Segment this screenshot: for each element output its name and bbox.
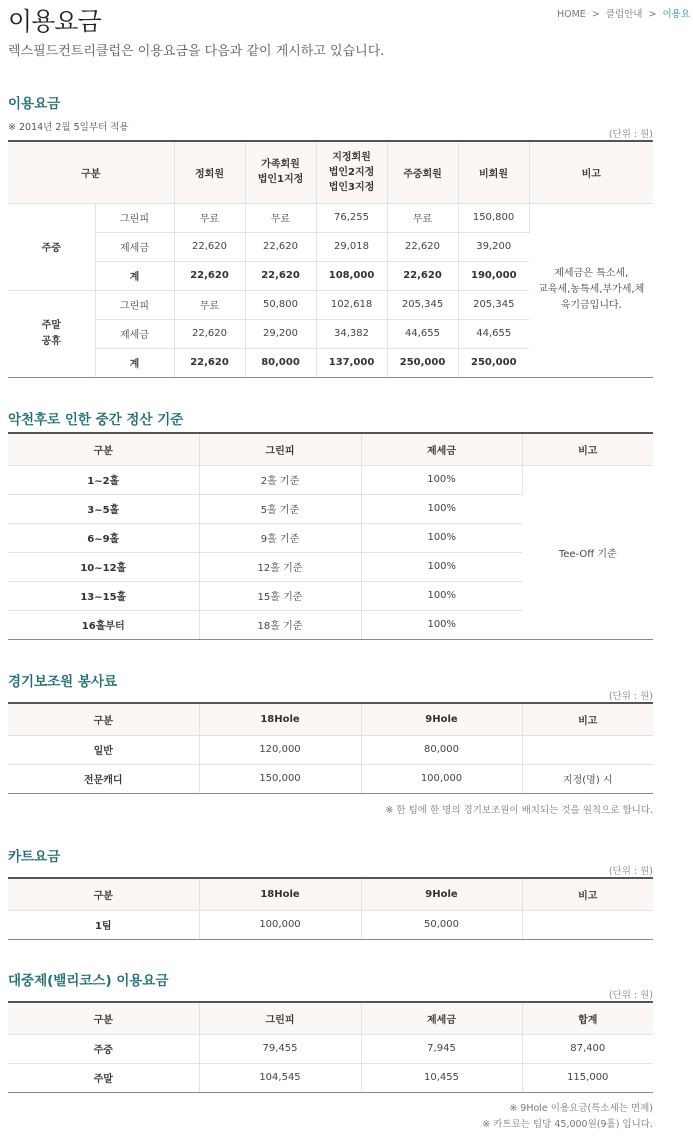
section-title-fees: 이용요금 bbox=[8, 96, 61, 112]
fees-cell: 102,618 bbox=[316, 290, 387, 319]
section-title-public: 대중제(밸리코스) 이용요금 bbox=[8, 973, 169, 989]
rain-header-tax: 제세금 bbox=[361, 433, 522, 465]
fees-cell: 22,620 bbox=[387, 232, 458, 261]
rain-basis: 18홀 기준 bbox=[199, 610, 361, 639]
fees-group-label: 주말 공휴 bbox=[8, 290, 95, 377]
caddie-table bbox=[8, 702, 653, 794]
fees-cell: 34,382 bbox=[316, 319, 387, 348]
cart-team: 1팀 bbox=[8, 910, 199, 939]
rain-basis: 12홀 기준 bbox=[199, 552, 361, 581]
rain-header-greenfee: 그린피 bbox=[199, 433, 361, 465]
caddie-18hole: 150,000 bbox=[199, 764, 361, 793]
breadcrumb-current[interactable]: 이용요 bbox=[662, 9, 690, 20]
rain-tax: 100% bbox=[361, 581, 522, 610]
fees-header-nonmember: 비회원 bbox=[458, 141, 529, 203]
rain-holes: 16홀부터 bbox=[8, 610, 199, 639]
rain-basis: 5홀 기준 bbox=[199, 494, 361, 523]
public-header-category: 구분 bbox=[8, 1002, 199, 1034]
fees-unit-label: (단위 : 원) bbox=[608, 129, 653, 140]
breadcrumb-club-info-link[interactable]: 클럽안내 bbox=[605, 9, 643, 20]
rain-header-category: 구분 bbox=[8, 433, 199, 465]
fees-cell: 22,620 bbox=[174, 261, 245, 290]
caddie-9hole: 100,000 bbox=[361, 764, 522, 793]
fees-effective-note: ※ 2014년 2월 5일부터 적용 bbox=[8, 122, 129, 133]
caddie-header-remark: 비고 bbox=[522, 703, 653, 735]
breadcrumb bbox=[554, 6, 693, 20]
public-day: 주말 bbox=[8, 1063, 199, 1092]
public-table bbox=[8, 1001, 653, 1093]
fees-group-label: 주중 bbox=[8, 203, 95, 290]
cart-18hole: 100,000 bbox=[199, 910, 361, 939]
cart-remark bbox=[522, 910, 653, 939]
rain-tax: 100% bbox=[361, 552, 522, 581]
page-title: 이용요금 bbox=[8, 7, 101, 36]
rain-tax: 100% bbox=[361, 610, 522, 639]
rain-tax: 100% bbox=[361, 494, 522, 523]
caddie-9hole: 80,000 bbox=[361, 735, 522, 764]
public-greenfee: 79,455 bbox=[199, 1034, 361, 1063]
fees-cell: 137,000 bbox=[316, 348, 387, 377]
rain-holes: 6~9홀 bbox=[8, 523, 199, 552]
public-header-total: 합계 bbox=[522, 1002, 653, 1034]
caddie-footnote: ※ 한 팀에 한 명의 경기보조원이 배치되는 것을 원칙으로 합니다. bbox=[385, 805, 653, 816]
fees-remark: 제세금은 특소세, 교육세,농특세,부가세,체 육기금입니다. bbox=[529, 203, 653, 377]
caddie-header-category: 구분 bbox=[8, 703, 199, 735]
cart-header-category: 구분 bbox=[8, 878, 199, 910]
public-total: 115,000 bbox=[522, 1063, 653, 1092]
public-header-tax: 제세금 bbox=[361, 1002, 522, 1034]
intro-text: 렉스필드컨트리클럽은 이용요금을 다음과 같이 게시하고 있습니다. bbox=[8, 44, 385, 59]
fees-cell: 22,620 bbox=[174, 319, 245, 348]
section-title-cart: 카트요금 bbox=[8, 849, 61, 865]
rain-tax: 100% bbox=[361, 465, 522, 494]
rain-basis: 15홀 기준 bbox=[199, 581, 361, 610]
cart-header-remark: 비고 bbox=[522, 878, 653, 910]
fees-header-remark: 비고 bbox=[529, 141, 653, 203]
fees-cell: 250,000 bbox=[458, 348, 529, 377]
fees-header-weekday-member: 주중회원 bbox=[387, 141, 458, 203]
public-unit-label: (단위 : 원) bbox=[608, 990, 653, 1001]
public-tax: 7,945 bbox=[361, 1034, 522, 1063]
fees-item-label: 계 bbox=[95, 348, 174, 377]
fees-item-label: 제세금 bbox=[95, 319, 174, 348]
fees-header-regular: 정회원 bbox=[174, 141, 245, 203]
fees-cell: 22,620 bbox=[245, 261, 316, 290]
caddie-type: 전문캐디 bbox=[8, 764, 199, 793]
fees-cell: 150,800 bbox=[458, 203, 529, 232]
caddie-18hole: 120,000 bbox=[199, 735, 361, 764]
rain-remark: Tee-Off 기준 bbox=[522, 465, 653, 639]
section-title-rain: 악천후로 인한 중간 정산 기준 bbox=[8, 412, 184, 428]
rain-holes: 13~15홀 bbox=[8, 581, 199, 610]
fees-cell: 22,620 bbox=[174, 348, 245, 377]
caddie-remark: 지정(명) 시 bbox=[522, 764, 653, 793]
cart-header-18hole: 18Hole bbox=[199, 878, 361, 910]
public-tax: 10,455 bbox=[361, 1063, 522, 1092]
rain-basis: 2홀 기준 bbox=[199, 465, 361, 494]
fees-cell: 76,255 bbox=[316, 203, 387, 232]
fees-cell: 22,620 bbox=[387, 261, 458, 290]
fees-cell: 무료 bbox=[174, 290, 245, 319]
public-day: 주중 bbox=[8, 1034, 199, 1063]
cart-table bbox=[8, 877, 653, 940]
breadcrumb-separator: > bbox=[591, 9, 600, 20]
cart-9hole: 50,000 bbox=[361, 910, 522, 939]
breadcrumb-separator: > bbox=[648, 9, 657, 20]
fees-item-label: 그린피 bbox=[95, 290, 174, 319]
caddie-type: 일반 bbox=[8, 735, 199, 764]
rain-header-remark: 비고 bbox=[522, 433, 653, 465]
fees-cell: 190,000 bbox=[458, 261, 529, 290]
rain-basis: 9홀 기준 bbox=[199, 523, 361, 552]
rain-holes: 10~12홀 bbox=[8, 552, 199, 581]
public-footnote: ※ 9Hole 이용요금(특소세는 면제) bbox=[509, 1103, 653, 1114]
cart-unit-label: (단위 : 원) bbox=[608, 866, 653, 877]
fees-cell: 44,655 bbox=[387, 319, 458, 348]
cart-header-9hole: 9Hole bbox=[361, 878, 522, 910]
fees-cell: 무료 bbox=[245, 203, 316, 232]
public-header-greenfee: 그린피 bbox=[199, 1002, 361, 1034]
fees-header-family: 가족회원 법인1지정 bbox=[245, 141, 316, 203]
rain-tax: 100% bbox=[361, 523, 522, 552]
fees-cell: 80,000 bbox=[245, 348, 316, 377]
public-footnote: ※ 카트료는 팀당 45,000원(9홀) 입니다. bbox=[482, 1119, 653, 1130]
fees-cell: 44,655 bbox=[458, 319, 529, 348]
fees-item-label: 그린피 bbox=[95, 203, 174, 232]
fees-table bbox=[8, 140, 653, 378]
fees-cell: 무료 bbox=[174, 203, 245, 232]
fees-cell: 50,800 bbox=[245, 290, 316, 319]
fees-cell: 22,620 bbox=[245, 232, 316, 261]
fees-cell: 29,200 bbox=[245, 319, 316, 348]
fees-cell: 29,018 bbox=[316, 232, 387, 261]
fees-cell: 250,000 bbox=[387, 348, 458, 377]
caddie-unit-label: (단위 : 원) bbox=[608, 691, 653, 702]
public-greenfee: 104,545 bbox=[199, 1063, 361, 1092]
caddie-remark bbox=[522, 735, 653, 764]
fees-cell: 108,000 bbox=[316, 261, 387, 290]
fees-cell: 22,620 bbox=[174, 232, 245, 261]
breadcrumb-home-link[interactable]: HOME bbox=[556, 9, 586, 20]
caddie-header-9hole: 9Hole bbox=[361, 703, 522, 735]
rain-holes: 1~2홀 bbox=[8, 465, 199, 494]
section-title-caddie: 경기보조원 봉사료 bbox=[8, 674, 118, 690]
fees-header-category: 구분 bbox=[8, 141, 174, 203]
fees-header-designated: 지정회원 법인2지정 법인3지정 bbox=[316, 141, 387, 203]
fees-cell: 무료 bbox=[387, 203, 458, 232]
fees-cell: 205,345 bbox=[458, 290, 529, 319]
fees-cell: 39,200 bbox=[458, 232, 529, 261]
fees-item-label: 제세금 bbox=[95, 232, 174, 261]
public-total: 87,400 bbox=[522, 1034, 653, 1063]
rain-holes: 3~5홀 bbox=[8, 494, 199, 523]
caddie-header-18hole: 18Hole bbox=[199, 703, 361, 735]
fees-cell: 205,345 bbox=[387, 290, 458, 319]
rain-table bbox=[8, 432, 653, 640]
fees-item-label: 계 bbox=[95, 261, 174, 290]
